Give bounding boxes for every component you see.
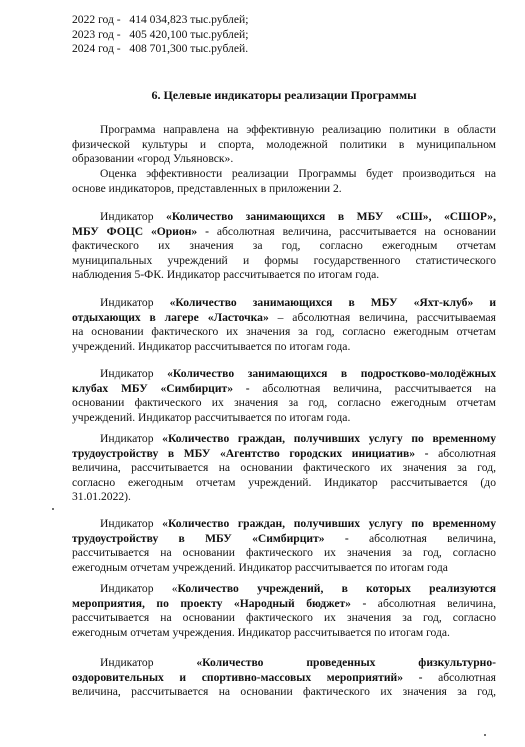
indicator-paragraph: Индикатор «Количество занимающихся в МБУ «СШ», «СШОР», МБУ ФОЦС «Орион» - абсолютная величина, рассчитывается на основании фактического их значения за год, согласно ежегодным отчетам муниципальных учреждений и формы государственного статистического наблюдения 5-ФК. Индикатор рассчитывается по итогам года.: [72, 210, 496, 282]
indicator-paragraph: Индикатор «Количество занимающихся в МБУ «Яхт-клуб» и отдыхающих в лагере «Ласточка» – абсолютная величина, рассчитываемая на основании фактического их значения за год, согласно ежегодным отчетам учреждений. Индикатор рассчитывается по итогам года.: [72, 296, 496, 353]
indicator-paragraph: Индикатор «Количество занимающихся в подростково-молодёжных клубах МБУ «Симбирцит» - абсолютная величина, рассчитывается на основании фактического их значения за год, согласно ежегодным отчетам учреждений. Индикатор рассчитывается по итогам года.: [72, 367, 497, 424]
scan-dot: [484, 734, 486, 736]
section-title: 6. Целевые индикаторы реализации Программы: [151, 88, 417, 102]
intro-paragraph: Программа направлена на эффективную реализацию политики в области физической культуры и спорта, молодежной политики в муниципальном образовании «город Ульяновск».: [72, 123, 496, 166]
scan-dot: [52, 508, 54, 510]
intro-paragraph: Оценка эффективности реализации Программы будет производиться на основе индикаторов, представленных в приложении 2.: [72, 167, 496, 195]
indicator-paragraph: Индикатор «Количество учреждений, в которых реализуются мероприятия, по проекту «Народный бюджет» - абсолютная величина, рассчитывается на основании фактического их значения за год, согласно ежегодным отчетам учреждения. Индикатор рассчитывается по итогам года.: [72, 582, 496, 639]
funding-row: 2023 год - 405 420,100 тыс.рублей;: [72, 27, 249, 41]
indicator-paragraph: Индикатор «Количество граждан, получивших услугу по временному трудоустройству в МБУ «Симбирцит» - абсолютная величина, рассчитывается на основании фактического их значения за год, согласно ежегодным отчетам учреждений. Индикатор рассчитывается по итогам года: [72, 517, 497, 574]
funding-row: 2022 год - 414 034,823 тыс.рублей;: [72, 13, 249, 26]
indicator-paragraph: Индикатор «Количество проведенных физкультурно- оздоровительных и спортивно-массовых мероприятий» - абсолютная величина, рассчитывается на основании фактического их значения за год,: [72, 656, 496, 699]
funding-list: [72, 13, 496, 57]
funding-row: 2024 год - 408 701,300 тыс.рублей.: [72, 42, 249, 56]
indicator-paragraph: Индикатор «Количество граждан, получивших услугу по временному трудоустройству в МБУ «Агентство городских инициатив» - абсолютная величина, рассчитывается на основании фактического их значения за год, согласно ежегодным отчетам учреждений. Индикатор рассчитывается (до 31.01.2022).: [72, 432, 497, 504]
